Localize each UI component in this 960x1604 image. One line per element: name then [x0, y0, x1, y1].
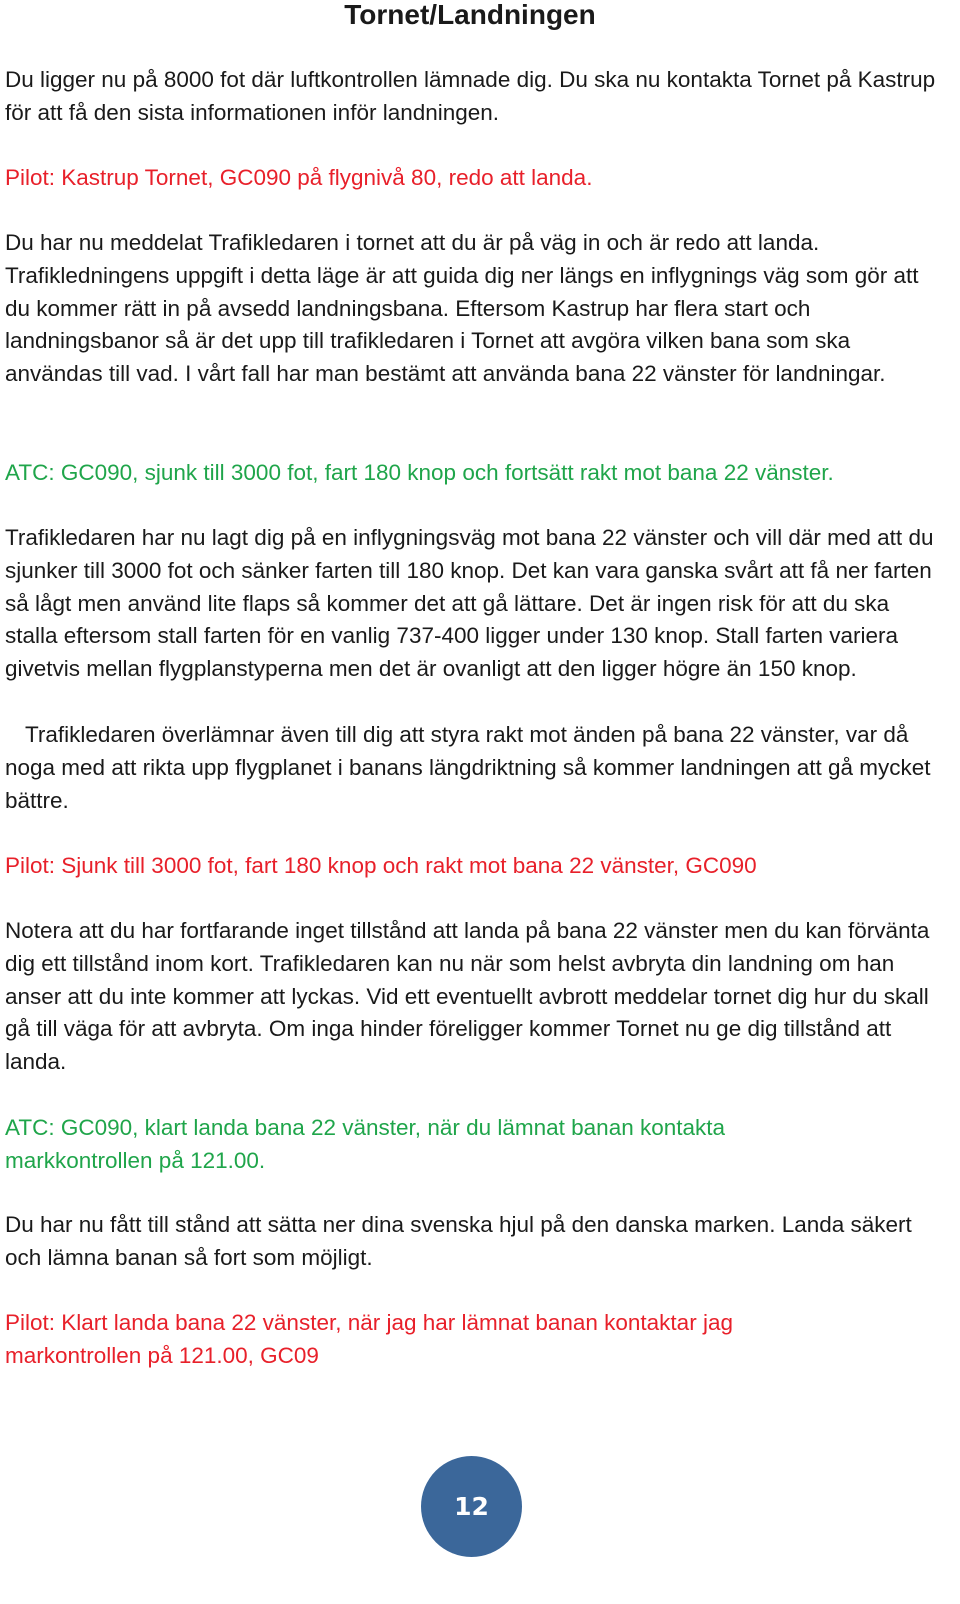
alignment-paragraph: Trafikledaren överlämnar även till dig att styra rakt mot änden på bana 22 vänster, var då noga med att rikta upp flygplanet i banans längdriktning så kommer landningen att gå mycket bättre.	[5, 722, 937, 813]
pilot-message-1: Pilot: Kastrup Tornet, GC090 på flygnivå 80, redo att landa.	[5, 165, 593, 190]
pilot-message-3: Pilot: Klart landa bana 22 vänster, när jag har lämnat banan kontaktar jag markontrollen på 121.00, GC09	[5, 1310, 740, 1368]
approach-paragraph: Trafikledaren har nu lagt dig på en inflygningsväg mot bana 22 vänster och vill där med att du sjunker till 3000 fot och sänker farten till 180 knop. Det kan vara ganska svårt att få ner farten så lågt men använd lite flaps så kommer det att gå lättare. Det är ingen risk för att du ska stalla eftersom stall farten för en vanlig 737-400 ligger under 130 knop. Stall farten variera givetvis mellan flygplanstyperna men det är ovanligt att den ligger högre än 150 knop.	[5, 525, 940, 682]
page-title: Tornet/Landningen	[344, 0, 596, 30]
pilot-message-2: Pilot: Sjunk till 3000 fot, fart 180 knop och rakt mot bana 22 vänster, GC090	[5, 853, 757, 878]
intro-paragraph: Du ligger nu på 8000 fot där luftkontrollen lämnade dig. Du ska nu kontakta Tornet på Kastrup för att få den sista informationen inför landningen.	[5, 67, 942, 125]
page-number: 12	[454, 1492, 489, 1521]
clearance-paragraph: Notera att du har fortfarande inget tillstånd att landa på bana 22 vänster men du kan förvänta dig ett tillstånd inom kort. Trafikledaren kan nu när som helst avbryta din landning om han anser att du inte kommer att lyckas. Vid ett eventuellt avbrott meddelar tornet dig hur du skall gå till väga för att avbryta. Om inga hinder föreligger kommer Tornet nu ge dig tillstånd att landa.	[5, 918, 936, 1075]
tower-explanation-paragraph: Du har nu meddelat Trafikledaren i tornet att du är på väg in och är redo att landa. Trafikledningens uppgift i detta läge är att guida dig ner längs en inflygnings väg som gör att du kommer rätt in på avsedd landningsbana. Eftersom Kastrup har flera start och landningsbanor så är det upp till trafikledaren i Tornet att avgöra vilken bana som ska användas till vad. I vårt fall har man bestämt att använda bana 22 vänster för landningar.	[5, 230, 925, 387]
page-number-badge	[421, 1456, 522, 1557]
atc-message-2: ATC: GC090, klart landa bana 22 vänster, när du lämnat banan kontakta markkontrollen på 121.00.	[5, 1115, 732, 1173]
atc-message-1: ATC: GC090, sjunk till 3000 fot, fart 180 knop och fortsätt rakt mot bana 22 vänster.	[5, 460, 834, 485]
landing-paragraph: Du har nu fått till stånd att sätta ner dina svenska hjul på den danska marken. Landa säkert och lämna banan så fort som möjligt.	[5, 1212, 919, 1270]
